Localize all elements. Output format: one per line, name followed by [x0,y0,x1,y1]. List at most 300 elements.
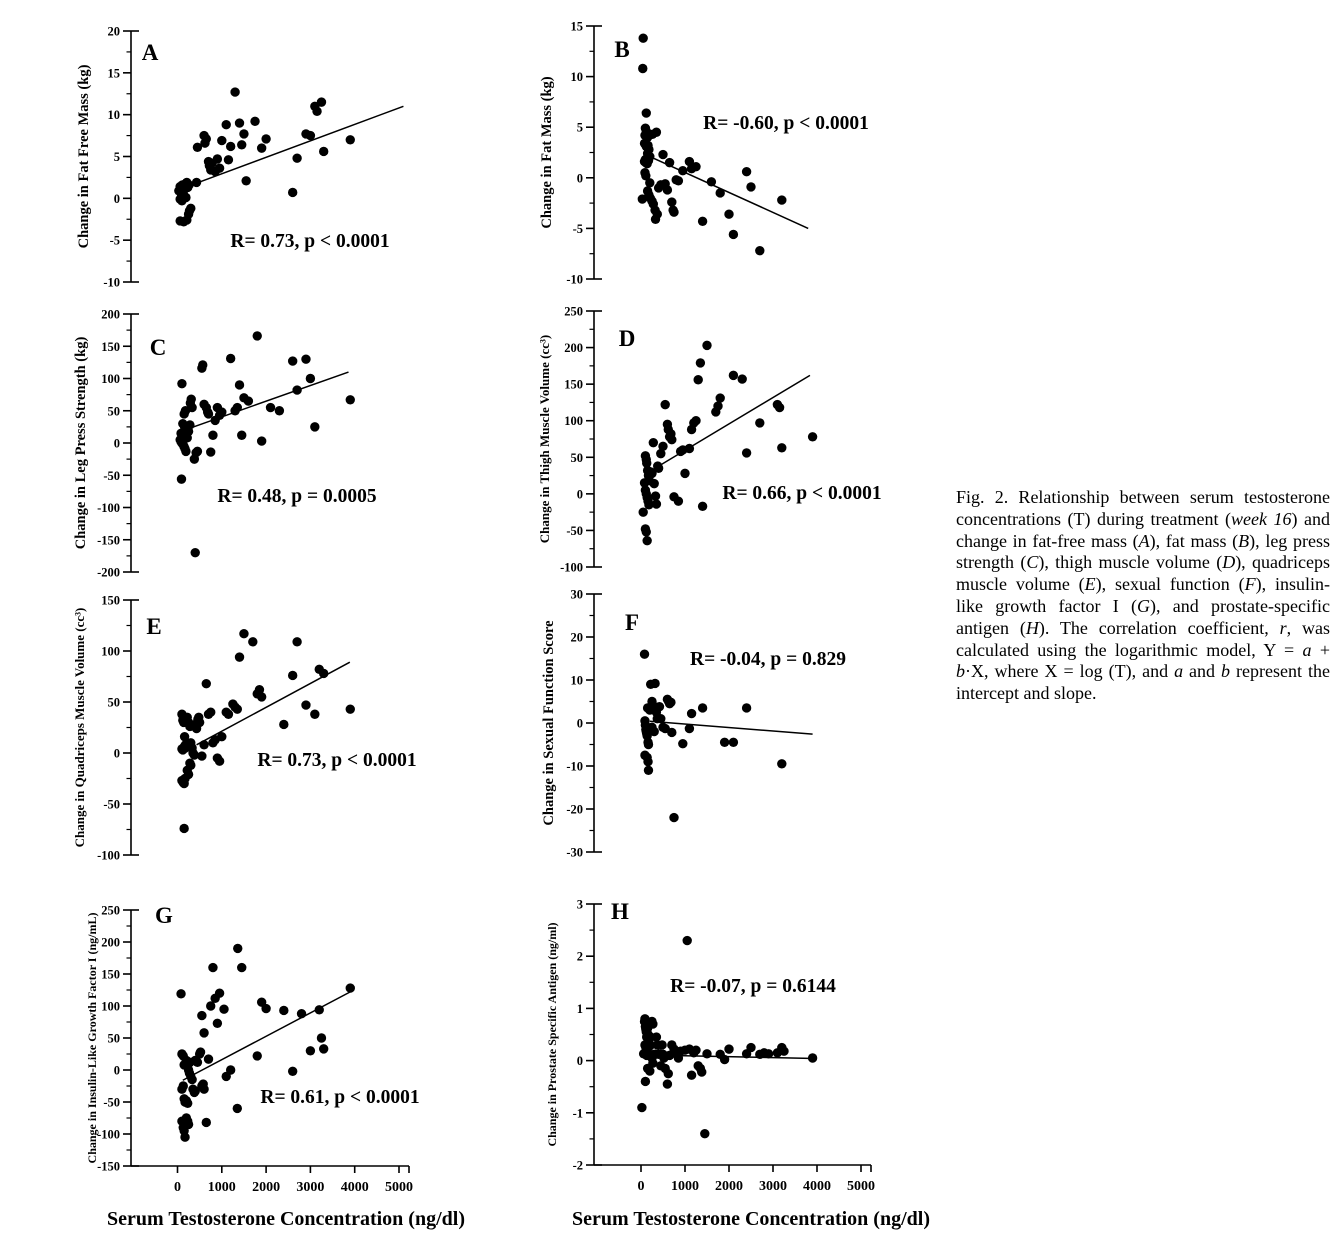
caption-italic-run: C [1026,552,1039,573]
data-point [202,1118,211,1127]
data-point [346,135,355,144]
data-point [720,1055,729,1064]
data-point [292,637,301,646]
data-point [642,536,651,545]
data-point [180,1133,189,1142]
data-point [639,33,648,42]
data-point [777,443,786,452]
y-tick-label: 10 [570,70,583,85]
data-point [185,420,194,429]
y-tick-label: -5 [109,233,120,248]
figure-caption [956,487,1330,705]
data-point [729,371,738,380]
data-point [306,374,315,383]
data-point [239,629,248,638]
data-point [657,1040,666,1049]
y-tick-label: 0 [576,171,583,186]
y-tick-label: 0 [576,716,583,731]
y-tick-label: -10 [566,272,583,287]
data-point [202,134,211,143]
data-point [775,403,784,412]
data-point [217,407,226,416]
data-point [310,422,319,431]
data-point [288,1067,297,1076]
data-point [685,724,694,733]
data-point [663,185,672,194]
stats-label: R= -0.60, p < 0.0001 [703,113,869,134]
data-point [729,738,738,747]
data-point [198,360,207,369]
y-axis [123,910,139,1166]
data-point [279,1006,288,1015]
data-point [643,757,652,766]
data-points [637,936,817,1139]
x-tick-label: 1000 [671,1179,699,1194]
caption-italic-run: A [1138,530,1150,551]
data-points [638,33,787,255]
y-tick-label: 50 [570,450,583,465]
y-axis [586,311,602,567]
y-tick-label: 15 [107,66,120,81]
data-point [187,1075,196,1084]
stats-label: R= 0.61, p < 0.0001 [260,1087,420,1108]
data-points [177,629,355,833]
data-point [656,714,665,723]
panel-F [519,566,939,882]
y-axis [123,31,139,282]
data-point [176,989,185,998]
data-point [645,152,654,161]
y-axis-label: Change in Fat Free Mass (kg) [76,64,92,249]
data-point [638,194,647,203]
y-tick-label: 50 [107,1031,120,1046]
data-point [696,358,705,367]
data-point [235,118,244,127]
data-point [217,732,226,741]
panel-C [56,286,476,602]
caption-run: ), quadriceps muscle volume ( [956,552,1330,595]
panel-letter: A [141,40,159,65]
data-point [187,394,196,403]
panel-E [56,572,476,885]
data-point [208,431,217,440]
data-point [764,1049,773,1058]
data-point [215,756,224,765]
y-tick-label: -150 [97,533,120,548]
data-point [279,720,288,729]
data-point [184,770,193,779]
y-tick-label: -100 [97,501,120,515]
caption-run: ). The correlation coefficient, [1038,617,1280,638]
data-point [691,162,700,171]
y-tick-label: 150 [564,377,583,392]
data-point [306,131,315,140]
panel-letter: H [611,899,629,924]
data-point [700,1129,709,1138]
data-point [239,129,248,138]
data-point [639,507,648,516]
caption-run: ), thigh muscle volume ( [1038,552,1223,573]
data-point [199,1028,208,1037]
data-point [297,1009,306,1018]
data-point [346,704,355,713]
data-point [312,107,321,116]
y-tick-label: -20 [566,802,583,817]
data-point [680,469,689,478]
data-point [306,1046,315,1055]
data-point [651,215,660,224]
caption-run: , was calculated using the logarithmic model, Y = [956,617,1330,660]
data-point [667,435,676,444]
y-tick-label: -1 [572,1106,583,1121]
data-point [257,143,266,152]
data-point [702,1049,711,1058]
data-point [186,204,195,213]
data-point [685,444,694,453]
y-tick-label: 5 [576,120,583,135]
data-point [275,406,284,415]
x-axis [131,1166,409,1173]
caption-run: Fig. 2. Relationship between serum testosterone concentrations (T) during treatment ( [956,487,1330,529]
data-point [724,210,733,219]
data-point [213,154,222,163]
y-tick-label: 15 [570,19,583,34]
data-point [233,403,242,412]
y-tick-label: 0 [113,436,120,451]
data-point [694,375,703,384]
data-point [808,432,817,441]
y-axis [586,904,602,1165]
data-point [230,87,239,96]
data-point [226,354,235,363]
y-tick-label: -50 [103,797,120,812]
y-axis [123,314,139,572]
x-tick-label: 1000 [207,1180,236,1195]
trend-line [192,106,404,185]
data-point [319,1044,328,1053]
data-point [288,356,297,365]
data-points [174,87,355,226]
data-point [655,702,664,711]
data-point [649,438,658,447]
y-tick-label: -100 [560,560,583,575]
data-point [208,963,217,972]
data-point [650,479,659,488]
x-tick-label: 2000 [715,1179,743,1194]
data-point [219,1005,228,1014]
data-points [176,944,355,1142]
data-point [654,464,663,473]
data-point [746,1043,755,1052]
data-point [702,341,711,350]
caption-italic-run: a [1174,661,1184,682]
data-point [650,727,659,736]
caption-run: ·X, where X = log (T), and [965,661,1175,682]
data-point [184,1120,193,1129]
data-point [204,1054,213,1063]
data-point [183,1099,192,1108]
data-point [237,140,246,149]
data-point [755,246,764,255]
data-point [253,331,262,340]
y-axis [586,26,602,279]
y-axis-label: Change in Prostate Specific Antigen (ng/ml) [545,922,559,1147]
data-point [266,403,275,412]
data-point [637,1103,646,1112]
caption-run: + [1311,639,1330,660]
stats-label: R= -0.04, p = 0.829 [689,649,847,670]
panel-letter: F [624,610,640,635]
y-tick-label: 200 [101,935,120,950]
y-tick-label: 5 [113,150,120,164]
y-axis-label: Change in Sexual Function Score [541,620,557,826]
data-point [698,703,707,712]
y-tick-label: -200 [97,565,120,580]
data-point [640,650,649,659]
data-point [716,393,725,402]
y-tick-label: 250 [564,304,583,319]
data-point [237,963,246,972]
data-point [346,983,355,992]
stats-label: R= 0.48, p = 0.0005 [217,486,377,507]
data-point [206,447,215,456]
data-point [179,824,188,833]
data-point [669,813,678,822]
data-point [202,679,211,688]
y-tick-label: 0 [113,191,120,206]
caption-italic-run: r [1279,617,1287,638]
panel-letter: B [614,37,630,62]
caption-italic-run: a [1302,639,1312,660]
data-point [808,1053,817,1062]
caption-run: ), and prostate-specific antigen ( [956,595,1330,638]
data-point [742,167,751,176]
data-point [651,491,660,500]
caption-italic-run: F [1244,574,1256,595]
data-point [213,1019,222,1028]
x-tick-label: 4000 [340,1180,369,1195]
data-point [713,401,722,410]
data-point [664,1069,673,1078]
panel-D [519,283,939,597]
data-point [648,1019,657,1028]
data-point [645,178,654,187]
y-tick-label: 3 [576,897,583,912]
x-tick-label: 0 [174,1180,181,1195]
data-point [669,208,678,217]
data-point [738,374,747,383]
y-tick-label: 150 [101,967,120,982]
y-tick-label: -150 [97,1159,120,1174]
data-point [644,740,653,749]
panel-letter: C [149,335,167,360]
data-point [661,400,670,409]
data-point [779,1047,788,1056]
data-point [224,155,233,164]
data-point [193,447,202,456]
caption-run: ), fat mass ( [1149,530,1239,551]
panel-H [519,876,939,1211]
y-tick-label: 0 [113,746,120,761]
data-point [678,739,687,748]
stats-label: R= 0.73, p < 0.0001 [230,231,390,252]
stats-label: R= 0.66, p < 0.0001 [722,483,882,504]
data-point [755,418,764,427]
y-tick-label: 150 [101,593,120,608]
data-point [292,385,301,394]
data-point [217,136,226,145]
y-tick-label: 100 [101,999,120,1014]
y-axis [586,594,602,852]
panel-letter: E [146,614,162,639]
y-tick-label: -2 [572,1158,583,1173]
data-point [288,188,297,197]
data-point [215,989,224,998]
data-point [224,710,233,719]
stats-label: R= -0.07, p = 0.6144 [670,976,836,997]
caption-italic-run: D [1222,552,1236,573]
y-tick-label: 0 [113,1063,120,1078]
data-point [666,698,675,707]
y-tick-label: 100 [101,644,120,659]
y-tick-label: 150 [101,339,120,354]
data-point [652,499,661,508]
data-point [777,195,786,204]
x-tick-label: 3000 [296,1180,325,1195]
data-point [301,354,310,363]
data-point [177,474,186,483]
caption-run: represent the intercept and slope. [956,661,1330,704]
data-point [641,1077,650,1086]
data-point [288,671,297,680]
data-point [674,496,683,505]
data-point [742,448,751,457]
y-tick-label: -10 [103,275,120,290]
y-tick-label: -50 [103,1095,120,1110]
data-point [177,379,186,388]
y-tick-label: 0 [576,487,583,502]
data-point [215,164,224,173]
data-point [687,1071,696,1080]
data-point [315,1005,324,1014]
data-points [639,341,818,546]
data-point [724,1044,733,1053]
caption-italic-run: G [1137,595,1151,616]
x-tick-label: 4000 [803,1179,831,1194]
x-tick-label: 5000 [847,1179,875,1194]
y-tick-label: -5 [572,221,583,236]
y-tick-label: -50 [566,523,583,538]
y-axis-label: Change in Leg Press Strength (kg) [73,336,89,550]
y-tick-label: 200 [101,307,120,322]
data-point [317,97,326,106]
data-point [199,740,208,749]
caption-italic-run: H [1025,617,1039,638]
data-point [257,436,266,445]
caption-italic-run: E [1084,574,1096,595]
data-point [292,153,301,162]
data-point [319,669,328,678]
y-tick-label: 100 [101,372,120,386]
y-tick-label: 2 [576,949,583,964]
data-point [187,403,196,412]
data-point [248,637,257,646]
y-tick-label: 20 [570,630,583,645]
y-tick-label: 50 [107,404,120,419]
data-point [233,1104,242,1113]
data-point [644,766,653,775]
y-tick-label: 10 [107,108,120,123]
caption-run: ), leg press strength ( [956,530,1330,573]
x-tick-label: 2000 [252,1180,281,1195]
y-tick-label: -30 [566,845,583,860]
data-point [667,197,676,206]
data-point [241,176,250,185]
x-tick-label: 0 [637,1179,645,1194]
data-point [642,108,651,117]
caption-run: ), sexual function ( [1095,574,1245,595]
data-point [691,1045,700,1054]
y-tick-label: 100 [564,414,583,429]
y-tick-label: 30 [570,587,583,602]
x-axis [594,1165,871,1172]
y-axis-label: Change in Fat Mass (kg) [539,76,555,229]
data-point [261,1004,270,1013]
caption-italic-run: B [1238,530,1250,551]
y-axis [123,600,139,855]
y-tick-label: 0 [576,1054,583,1069]
y-tick-label: -10 [566,759,583,774]
y-tick-label: -100 [97,848,120,863]
data-point [179,191,188,200]
y-axis-label: Change in Insulin-Like Growth Factor I (ng/mL) [85,912,99,1164]
data-point [652,128,661,137]
stats-label: R= 0.73, p < 0.0001 [257,750,417,771]
panel-A [56,3,476,312]
data-point [720,738,729,747]
data-point [707,177,716,186]
data-point [310,710,319,719]
data-point [237,431,246,440]
data-point [698,502,707,511]
data-point [226,1065,235,1074]
y-tick-label: 250 [101,903,120,918]
caption-run: ) and change in fat-free mass ( [956,508,1330,551]
data-point [206,708,215,717]
data-point [716,188,725,197]
data-point [691,416,700,425]
y-tick-label: 10 [570,673,583,688]
data-point [226,142,235,151]
caption-run: ), insulin-like growth factor I ( [956,574,1330,616]
data-point [193,1058,202,1067]
panel-B [519,0,939,309]
data-point [257,692,266,701]
data-point [746,182,755,191]
data-point [197,751,206,760]
data-point [244,396,253,405]
data-point [346,395,355,404]
data-point [186,761,195,770]
data-point [658,442,667,451]
data-point [253,1051,262,1060]
data-point [742,703,751,712]
data-point [650,679,659,688]
y-tick-label: 200 [564,341,583,356]
data-points [640,650,787,823]
caption-italic-run: week 16 [1230,508,1292,529]
x-tick-label: 5000 [385,1180,413,1195]
